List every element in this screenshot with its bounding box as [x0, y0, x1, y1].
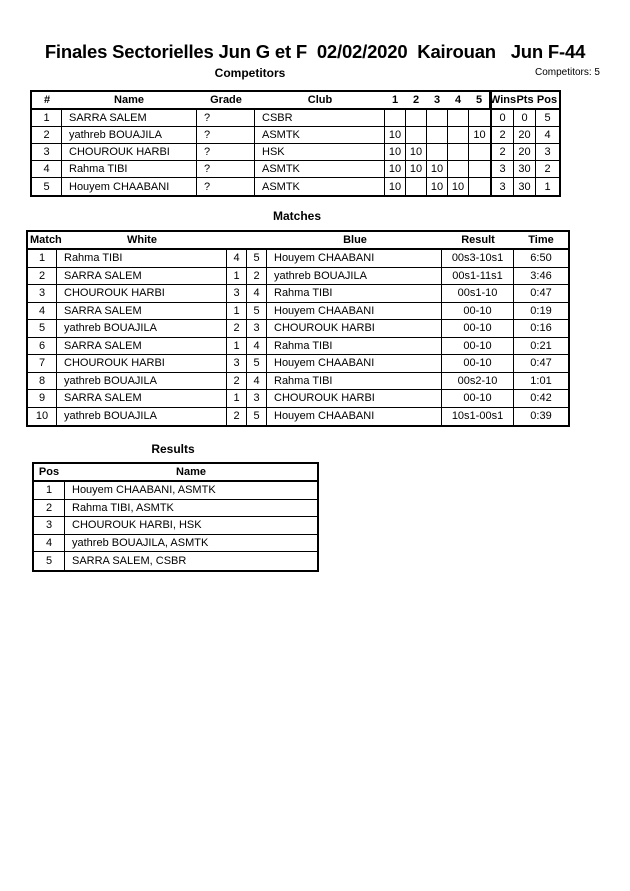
competitor-club: CSBR: [255, 110, 385, 127]
result-row: [34, 552, 317, 570]
match-time: 0:19: [514, 303, 568, 321]
score-round5: [469, 161, 490, 178]
score-round2: [406, 110, 427, 127]
blue-competitor-number: 5: [247, 355, 267, 373]
white-competitor-number: 3: [227, 355, 247, 373]
white-competitor-name: yathreb BOUAJILA: [57, 408, 227, 426]
results-table: [32, 462, 319, 572]
competitor-name: Houyem CHAABANI: [62, 178, 197, 195]
competitor-pos: 3: [536, 144, 559, 161]
white-competitor-name: CHOUROUK HARBI: [57, 355, 227, 373]
competitor-grade: ?: [197, 144, 255, 161]
competitor-grade: ?: [197, 110, 255, 127]
blue-competitor-name: Houyem CHAABANI: [267, 355, 442, 373]
competitor-row: [32, 178, 559, 195]
competitor-pos: 5: [536, 110, 559, 127]
match-result: 00-10: [442, 355, 514, 373]
matches-table-header: [28, 232, 568, 250]
score-round1: 10: [385, 161, 406, 178]
blue-competitor-name: Rahma TIBI: [267, 285, 442, 303]
white-competitor-name: SARRA SALEM: [57, 303, 227, 321]
score-round4: [448, 110, 469, 127]
col-header-round2: 2: [412, 94, 420, 106]
score-round5: [469, 144, 490, 161]
blue-competitor-name: yathreb BOUAJILA: [267, 268, 442, 286]
col-header-round1: 1: [391, 94, 399, 106]
white-competitor-name: Rahma TIBI: [57, 250, 227, 268]
col-header-wins: Wins: [489, 94, 517, 106]
white-competitor-number: 2: [227, 408, 247, 426]
match-time: 6:50: [514, 250, 568, 268]
match-number: 7: [28, 355, 57, 373]
competitor-row: [32, 110, 559, 127]
score-round3: 10: [427, 161, 448, 178]
results-section-title: Results: [151, 442, 195, 456]
match-result: 00s2-10: [442, 373, 514, 391]
results-table-body: [34, 482, 317, 570]
col-header-pts: Pts: [516, 94, 534, 106]
match-number: 4: [28, 303, 57, 321]
competitor-grade: ?: [197, 178, 255, 195]
competitors-table-header: [32, 92, 559, 110]
score-round2: [406, 178, 427, 195]
white-competitor-number: 1: [227, 303, 247, 321]
competitor-name: CHOUROUK HARBI: [62, 144, 197, 161]
competitor-name: Rahma TIBI: [62, 161, 197, 178]
col-header-round3: 3: [433, 94, 441, 106]
blue-competitor-number: 5: [247, 250, 267, 268]
match-time: 0:21: [514, 338, 568, 356]
match-number: 5: [28, 320, 57, 338]
match-number: 8: [28, 373, 57, 391]
score-round3: [427, 127, 448, 144]
match-result: 00-10: [442, 390, 514, 408]
col-header-time: Time: [528, 234, 554, 246]
result-row: [34, 500, 317, 518]
match-number: 1: [28, 250, 57, 268]
competitor-number: 3: [32, 144, 62, 161]
match-time: 0:16: [514, 320, 568, 338]
white-competitor-number: 4: [227, 250, 247, 268]
competitor-row: [32, 161, 559, 178]
final-position: 3: [34, 517, 65, 535]
final-competitor-name: yathreb BOUAJILA, ASMTK: [65, 535, 317, 553]
score-round4: [448, 127, 469, 144]
white-competitor-number: 3: [227, 285, 247, 303]
match-result: 00-10: [442, 303, 514, 321]
col-header-grade: Grade: [210, 94, 242, 106]
competitor-club: HSK: [255, 144, 385, 161]
match-number: 9: [28, 390, 57, 408]
score-round3: 10: [427, 178, 448, 195]
match-time: 3:46: [514, 268, 568, 286]
blue-competitor-number: 4: [247, 285, 267, 303]
white-competitor-name: SARRA SALEM: [57, 268, 227, 286]
blue-competitor-name: Rahma TIBI: [267, 373, 442, 391]
competitor-wins: 2: [490, 144, 514, 161]
match-time: 0:42: [514, 390, 568, 408]
blue-competitor-number: 5: [247, 303, 267, 321]
results-table-header: [34, 464, 317, 482]
white-competitor-number: 2: [227, 373, 247, 391]
competitor-wins: 3: [490, 178, 514, 195]
final-position: 5: [34, 552, 65, 570]
match-time: 0:47: [514, 355, 568, 373]
match-time: 1:01: [514, 373, 568, 391]
col-header-blue: Blue: [343, 234, 367, 246]
score-round2: [406, 127, 427, 144]
competitor-pos: 4: [536, 127, 559, 144]
score-round5: 10: [469, 127, 490, 144]
white-competitor-number: 1: [227, 268, 247, 286]
score-round1: 10: [385, 178, 406, 195]
blue-competitor-name: Houyem CHAABANI: [267, 408, 442, 426]
competitor-wins: 0: [490, 110, 514, 127]
col-header-name: Name: [114, 94, 144, 106]
blue-competitor-name: CHOUROUK HARBI: [267, 320, 442, 338]
white-competitor-name: yathreb BOUAJILA: [57, 373, 227, 391]
competitor-number: 1: [32, 110, 62, 127]
competitor-number: 2: [32, 127, 62, 144]
match-number: 10: [28, 408, 57, 426]
match-time: 0:47: [514, 285, 568, 303]
competitor-wins: 2: [490, 127, 514, 144]
competitor-name: yathreb BOUAJILA: [62, 127, 197, 144]
matches-section-title: Matches: [272, 209, 322, 223]
col-header-round4: 4: [454, 94, 462, 106]
competitor-club: ASMTK: [255, 161, 385, 178]
match-row: [28, 408, 568, 426]
competitor-name: SARRA SALEM: [62, 110, 197, 127]
score-round3: [427, 144, 448, 161]
competitor-pts: 30: [514, 161, 536, 178]
match-result: 10s1-00s1: [442, 408, 514, 426]
competitor-pos: 2: [536, 161, 559, 178]
final-competitor-name: Houyem CHAABANI, ASMTK: [65, 482, 317, 500]
match-row: [28, 285, 568, 303]
score-round1: 10: [385, 144, 406, 161]
score-round1: [385, 110, 406, 127]
blue-competitor-name: Houyem CHAABANI: [267, 250, 442, 268]
match-row: [28, 250, 568, 268]
competitors-table-body: [32, 110, 559, 195]
competitor-pos: 1: [544, 180, 551, 193]
score-round4: [448, 161, 469, 178]
match-row: [28, 390, 568, 408]
final-position: 4: [34, 535, 65, 553]
white-competitor-name: SARRA SALEM: [57, 338, 227, 356]
match-row: [28, 373, 568, 391]
score-round1: 10: [385, 127, 406, 144]
col-header-final-name: Name: [176, 466, 206, 478]
white-competitor-name: CHOUROUK HARBI: [57, 285, 227, 303]
blue-competitor-number: 4: [247, 338, 267, 356]
competitor-pts: 20: [514, 144, 536, 161]
match-number: 6: [28, 338, 57, 356]
competitor-pts: 0: [514, 110, 536, 127]
competitors-table: [30, 90, 561, 197]
competitor-grade: ?: [197, 127, 255, 144]
competitors-section-title: Competitors: [214, 66, 286, 80]
white-competitor-number: 1: [227, 338, 247, 356]
final-competitor-name: CHOUROUK HARBI, HSK: [65, 517, 317, 535]
col-header-final-pos: Pos: [38, 466, 60, 478]
final-position: 1: [34, 482, 65, 500]
matches-table: [26, 230, 570, 427]
match-result: 00-10: [442, 320, 514, 338]
final-competitor-name: SARRA SALEM, CSBR: [72, 554, 187, 567]
match-row: [28, 355, 568, 373]
score-round2: 10: [406, 161, 427, 178]
competitor-club: ASMTK: [255, 178, 385, 195]
score-round5: [469, 110, 490, 127]
final-position: 2: [34, 500, 65, 518]
match-result: 00s3-10s1: [442, 250, 514, 268]
white-competitor-number: 2: [227, 320, 247, 338]
col-header-white: White: [127, 234, 157, 246]
col-header-pos: Pos: [536, 94, 558, 106]
match-number: 3: [28, 285, 57, 303]
col-header-result: Result: [461, 234, 495, 246]
competitors-count: Competitors: 5: [534, 67, 600, 78]
score-round4: 10: [448, 178, 469, 195]
match-row: [28, 338, 568, 356]
white-competitor-number: 1: [227, 390, 247, 408]
match-result: 00-10: [442, 338, 514, 356]
score-round4: [448, 144, 469, 161]
col-header-number: #: [43, 94, 51, 106]
match-row: [28, 268, 568, 286]
white-competitor-name: SARRA SALEM: [57, 390, 227, 408]
result-row: [34, 535, 317, 553]
match-number: 2: [28, 268, 57, 286]
blue-competitor-number: 2: [247, 268, 267, 286]
competitor-number: 4: [32, 161, 62, 178]
score-round2: 10: [406, 144, 427, 161]
page-title: Finales Sectorielles Jun G et F 02/02/2020 Kairouan Jun F-44: [44, 41, 586, 62]
blue-competitor-number: 4: [247, 373, 267, 391]
final-competitor-name: Rahma TIBI, ASMTK: [65, 500, 317, 518]
competitor-pts: 30: [514, 178, 536, 195]
competitor-grade: ?: [197, 161, 255, 178]
matches-table-body: [28, 250, 568, 425]
col-header-club: Club: [307, 94, 333, 106]
col-header-match: Match: [30, 234, 62, 246]
competitor-row: [32, 127, 559, 144]
match-result: 00s1-10: [442, 285, 514, 303]
blue-competitor-name: Rahma TIBI: [267, 338, 442, 356]
result-row: [34, 482, 317, 500]
blue-competitor-number: 5: [247, 408, 267, 426]
match-result: 00s1-11s1: [442, 268, 514, 286]
white-competitor-name: yathreb BOUAJILA: [57, 320, 227, 338]
blue-competitor-name: Houyem CHAABANI: [267, 303, 442, 321]
result-row: [34, 517, 317, 535]
competitor-row: [32, 144, 559, 161]
competitor-pts: 20: [514, 127, 536, 144]
competitor-number: 5: [32, 178, 62, 195]
score-round5: [469, 178, 490, 195]
col-header-round5: 5: [475, 94, 483, 106]
match-time: 0:39: [530, 410, 552, 423]
score-round3: [427, 110, 448, 127]
match-row: [28, 303, 568, 321]
blue-competitor-number: 3: [247, 390, 267, 408]
competitor-wins: 3: [490, 161, 514, 178]
blue-competitor-number: 3: [247, 320, 267, 338]
competitor-club: ASMTK: [255, 127, 385, 144]
match-row: [28, 320, 568, 338]
blue-competitor-name: CHOUROUK HARBI: [267, 390, 442, 408]
